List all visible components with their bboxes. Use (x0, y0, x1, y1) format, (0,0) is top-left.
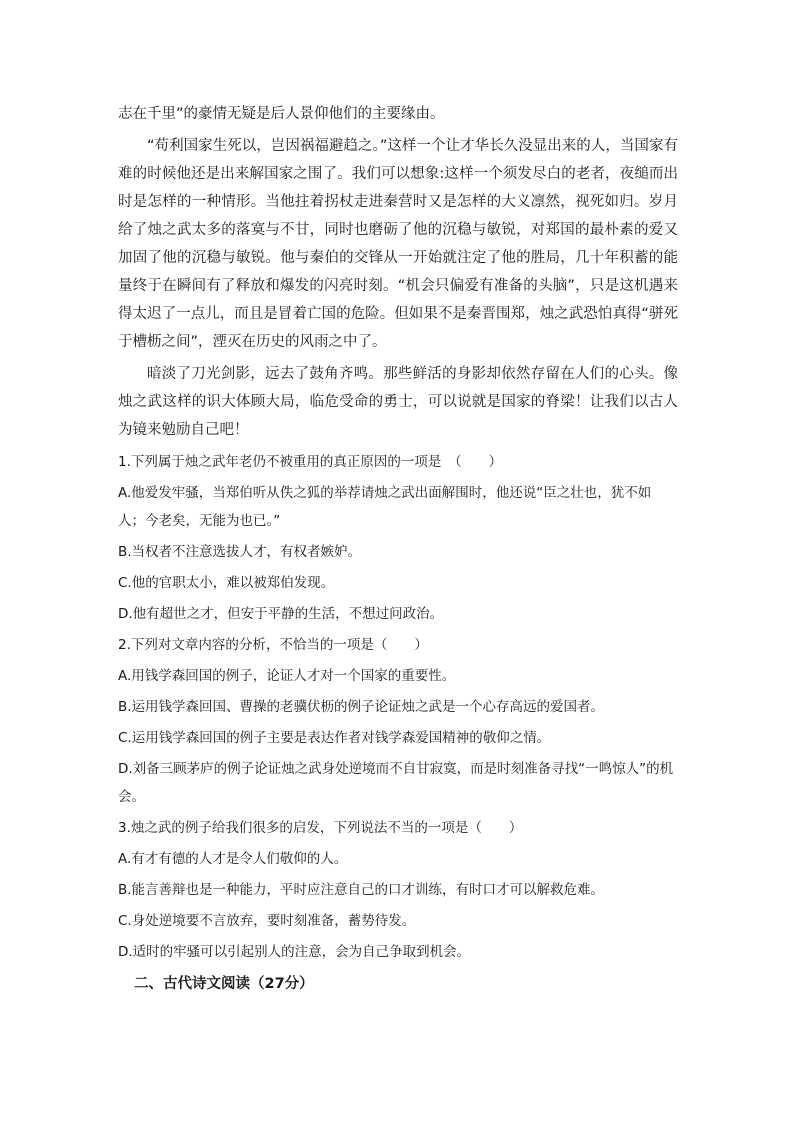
option-c: C.身处逆境要不言放弃，要时刻准备，蓄势待发。 (118, 913, 416, 929)
option-a: A.用钱学森回国的例子，论证人才对一个国家的重要性。 (118, 668, 456, 684)
option-d: D.刘备三顾茅庐的例子论证烛之武身处逆境而不自甘寂寞，而是时刻准备寻找“一鸣惊人”的机会。 (118, 761, 674, 805)
option-a: A.他爱发牢骚，当郑伯听从佚之狐的举荐请烛之武出面解围时，他还说“臣之壮也，犹不如人；今老矣，无能为也已。” (118, 485, 652, 529)
option-d: D.适时的牢骚可以引起别人的注意，会为自己争取到机会。 (118, 944, 471, 960)
paragraph: “苟利国家生死以，岂因祸福避趋之。”这样一个让才华长久没显出来的人，当国家有难的时候他还是出来解国家之围了。我们可以想象:这样一个须发尽白的老者，夜缒而出时是怎样的一种情形。当他拄着拐杖走进秦营时又是怎样的大义凛然，视死如归。岁月给了烛之武太多的落寞与不甘，同时也磨砺了他的沉稳与敏锐，对郑国的最朴素的爱又加固了他的沉稳与敏锐。他与秦伯的交锋从一开始就注定了他的胜局，几十年积蓄的能量终于在瞬间有了释放和爆发的闪亮时刻。“机会只偏爱有准备的头脑”，只是这机遇来得太迟了一点儿，而且是冒着亡国的危险。但如果不是秦晋围郑，烛之武恐怕真得“骈死于槽枥之间”，湮灭在历史的风雨之中了。 (118, 138, 678, 350)
option-b: B.当权者不注意选拔人才，有权者嫉妒。 (118, 544, 362, 560)
option-c: C.运用钱学森回国的例子主要是表达作者对钱学森爱国精神的敬仰之情。 (118, 730, 551, 746)
paragraph: 暗淡了刀光剑影，远去了鼓角齐鸣。那些鲜活的身影却依然存留在人们的心头。像烛之武这样的识大体顾大局，临危受命的勇士，可以说就是国家的脊梁！让我们以古人为镜来勉励自己吧！ (118, 366, 678, 438)
question-2 (118, 631, 678, 811)
option-a: A.有才有德的人才是令人们敬仰的人。 (118, 851, 348, 867)
document-body (118, 100, 678, 998)
paragraph-continuation: 志在千里”的豪情无疑是后人景仰他们的主要缘由。 (118, 106, 445, 122)
question-stem: 2.下列对文章内容的分析，不恰当的一项是（ ） (118, 637, 428, 653)
section-heading: 二、古代诗文阅读（27分） (134, 976, 314, 992)
option-b: B.运用钱学森回国、曹操的老骥伏枥的例子论证烛之武是一个心存高远的爱国者。 (118, 699, 605, 715)
option-c: C.他的官职太小，难以被郑伯发现。 (118, 575, 335, 591)
question-stem: 3.烛之武的例子给我们很多的启发，下列说法不当的一项是（ ） (118, 820, 523, 836)
question-3 (118, 814, 678, 966)
option-b: B.能言善辩也是一种能力，平时应注意自己的口才训练，有时口才可以解救危难。 (118, 882, 605, 898)
option-d: D.他有超世之才，但安于平静的生活，不想过问政治。 (118, 606, 444, 622)
question-stem: 1.下列属于烛之武年老仍不被重用的真正原因的一项是 （ ） (118, 454, 503, 470)
question-1 (118, 448, 678, 628)
